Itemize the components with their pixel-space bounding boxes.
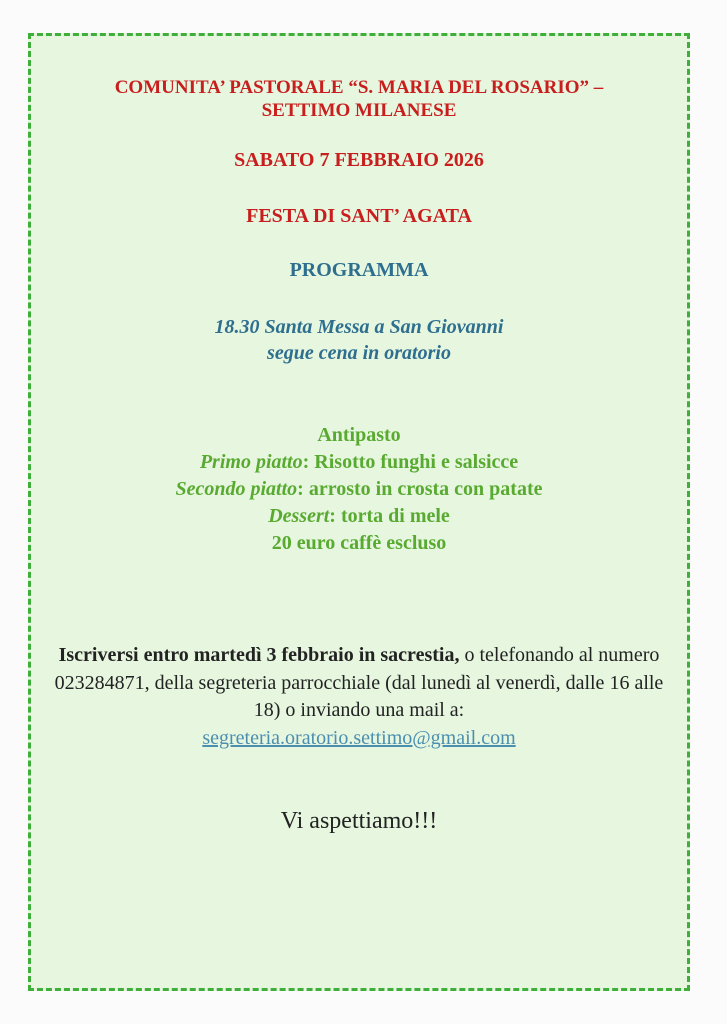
menu-dessert <box>31 503 687 530</box>
community-header-line1: COMUNITA’ PASTORALE “S. MARIA DEL ROSARIO” – <box>114 77 604 98</box>
contact-email-link[interactable]: segreteria.oratorio.settimo@gmail.com <box>202 726 516 749</box>
menu-primo <box>31 449 687 476</box>
registration-info <box>41 642 677 752</box>
menu-primo-value: : Risotto funghi e salsicce <box>302 451 519 473</box>
menu-secondo <box>31 476 687 503</box>
menu-secondo-value: : arrosto in crosta con patate <box>297 478 543 500</box>
programma-heading: PROGRAMMA <box>289 259 429 281</box>
menu-dessert-label: Dessert <box>268 505 330 527</box>
event-date: SABATO 7 FEBBRAIO 2026 <box>234 149 484 171</box>
dinner-menu <box>31 422 687 557</box>
menu-antipasto: Antipasto <box>317 424 401 446</box>
menu-secondo-label: Secondo piatto <box>175 478 298 500</box>
community-header-line2: SETTIMO MILANESE <box>261 100 457 121</box>
menu-dessert-value: : torta di mele <box>329 505 450 527</box>
registration-deadline: Iscriversi entro martedì 3 febbraio in sacrestia, <box>58 644 460 666</box>
mass-info-line1: 18.30 Santa Messa a San Giovanni <box>214 316 504 338</box>
flyer-frame <box>28 33 690 991</box>
menu-price: 20 euro caffè escluso <box>271 532 447 554</box>
registration-details: o telefonando al numero 023284871, della segreteria parrocchiale (dal lunedì al venerdì, dalle 16 alle 18) o inviando una mail a: <box>54 644 664 721</box>
event-title: FESTA DI SANT’ AGATA <box>246 205 472 227</box>
menu-primo-label: Primo piatto <box>199 451 303 473</box>
closing-message: Vi aspettiamo!!! <box>280 808 438 834</box>
mass-info-line2: segue cena in oratorio <box>267 342 451 364</box>
community-header <box>31 76 687 122</box>
mass-info <box>31 314 687 366</box>
